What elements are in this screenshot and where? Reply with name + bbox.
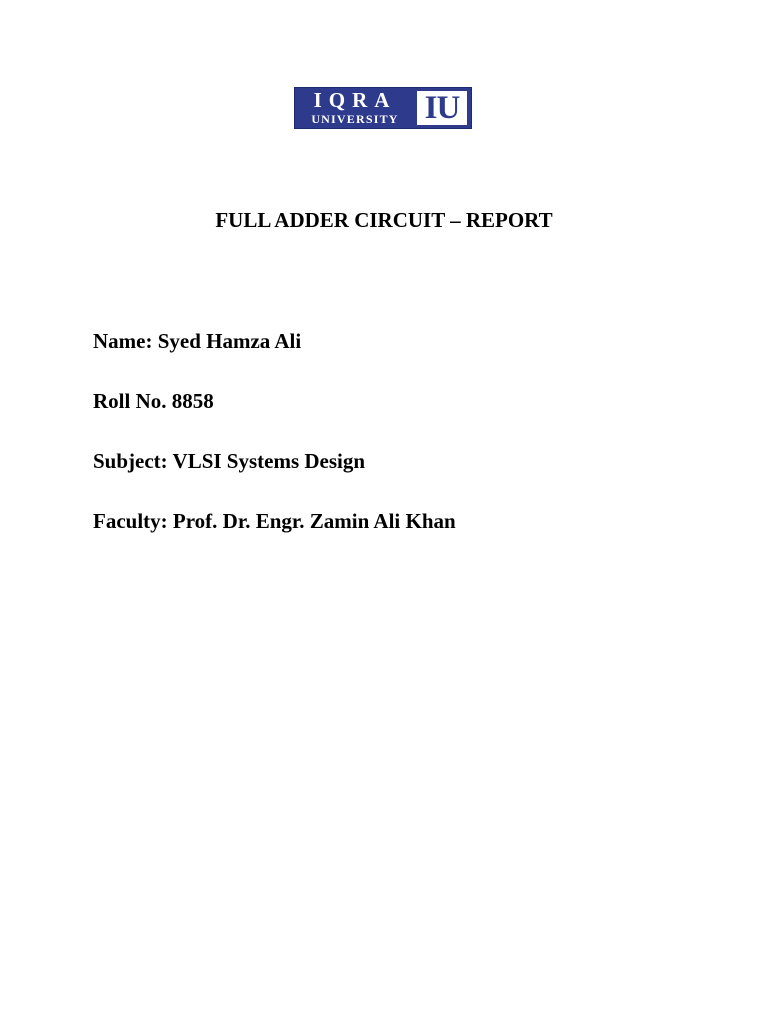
logo-monogram: IU bbox=[424, 90, 460, 126]
student-name: Name: Syed Hamza Ali bbox=[93, 329, 302, 353]
roll-number: Roll No. 8858 bbox=[93, 389, 214, 413]
logo-word: IQRA bbox=[313, 88, 397, 112]
logo-monogram-box bbox=[417, 91, 467, 125]
logo-wordmark bbox=[295, 88, 415, 128]
subject: Subject: VLSI Systems Design bbox=[93, 449, 366, 473]
logo-subtitle: UNIVERSITY bbox=[311, 112, 399, 126]
faculty: Faculty: Prof. Dr. Engr. Zamin Ali Khan bbox=[93, 509, 456, 533]
university-logo bbox=[294, 87, 472, 129]
report-title: FULL ADDER CIRCUIT – REPORT bbox=[215, 208, 553, 232]
